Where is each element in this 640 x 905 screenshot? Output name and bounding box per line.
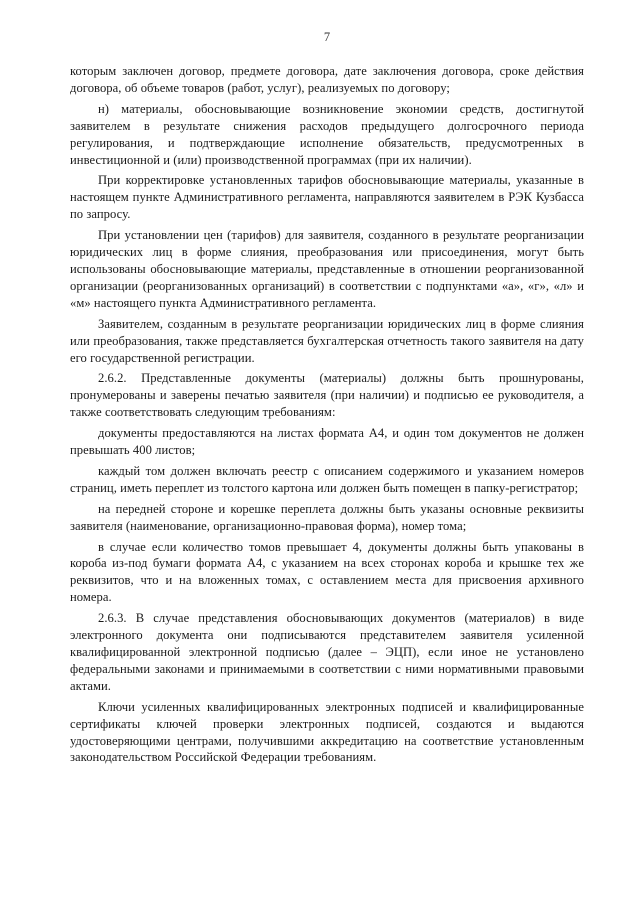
document-body <box>70 63 584 766</box>
paragraph: При установлении цен (тарифов) для заявителя, созданного в результате реорганизации юридических лиц в форме слияния, преобразования или присоединения, могут быть использованы обосновывающие материалы, представленные в отношении реорганизованной организации (реорганизованных организаций) в соответствии с подпунктами «а», «г», «л» и «м» настоящего пункта Административного регламента. <box>70 228 584 310</box>
page-number: 7 <box>323 30 331 44</box>
paragraph: 2.6.2. Представленные документы (материалы) должны быть прошнурованы, пронумерованы и заверены печатью заявителя (при наличии) и подписью ее руководителя, а также соответствовать следующим требованиям: <box>70 371 584 420</box>
paragraph: в случае если количество томов превышает 4, документы должны быть упакованы в короба из-под бумаги формата А4, с указанием на всех сторонах короба и крышке тех же реквизитов, что и на вложенных томах, с оставлением места для присвоения архивного номера. <box>70 539 584 605</box>
paragraph: Ключи усиленных квалифицированных электронных подписей и квалифицированные сертификаты ключей проверки электронных подписей, создаются и выдаются удостоверяющими центрами, получившими аккредитацию на соответствие установленным законодательством Российской Федерации требованиям. <box>70 699 584 765</box>
paragraph: Заявителем, созданным в результате реорганизации юридических лиц в форме слияния или преобразования, также представляется бухгалтерская отчетность такого заявителя на дату его государственной регистрации. <box>70 316 584 365</box>
paragraph: каждый том должен включать реестр с описанием содержимого и указанием номеров страниц, иметь переплет из толстого картона или должен быть помещен в папку-регистратор; <box>70 463 584 495</box>
paragraph: При корректировке установленных тарифов обосновывающие материалы, указанные в настоящем пункте Административного регламента, направляются заявителем в РЭК Кузбасса по запросу. <box>70 173 584 222</box>
paragraph: 2.6.3. В случае представления обосновывающих документов (материалов) в виде электронного документа они подписываются представителем заявителя усиленной квалифицированной электронной подписью (далее – ЭЦП), если иное не установлено федеральными законами и принимаемыми в соответствии с ними нормативными правовыми актами. <box>70 611 584 693</box>
paragraph: документы предоставляются на листах формата А4, и один том документов не должен превышать 400 листов; <box>70 426 584 458</box>
paragraph: н) материалы, обосновывающие возникновение экономии средств, достигнутой заявителем в результате снижения расходов предыдущего долгосрочного периода регулирования, и подтверждающие исполнение обязательств, предусмотренных в инвестиционной и (или) производственной программах (при их наличии). <box>70 101 584 167</box>
paragraph: на передней стороне и корешке переплета должны быть указаны основные реквизиты заявителя (наименование, организационно-правовая форма), номер тома; <box>70 501 584 533</box>
paragraph: которым заключен договор, предмете договора, дате заключения договора, сроке действия договора, об объеме товаров (работ, услуг), реализуемых по договору; <box>70 64 584 95</box>
